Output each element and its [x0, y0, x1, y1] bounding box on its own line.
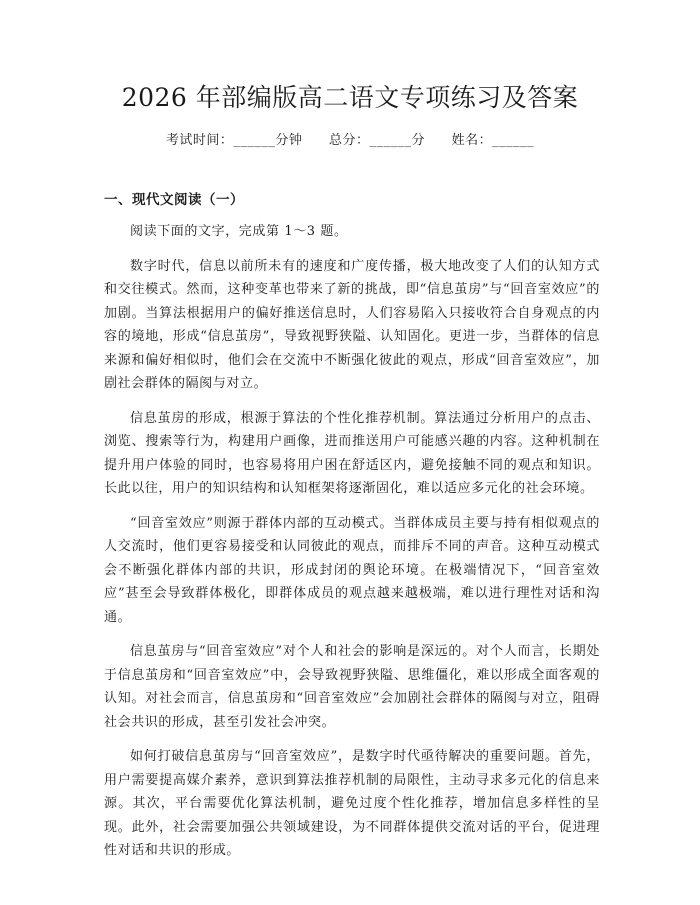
exam-time-label: 考试时间： — [165, 133, 234, 148]
exam-meta-line — [0, 131, 700, 151]
document-title: 2026 年部编版高二语文专项练习及答案 — [121, 83, 579, 112]
student-name-label: 姓名： — [451, 133, 493, 148]
exam-time-field — [166, 133, 303, 148]
total-score-label: 总分： — [328, 133, 370, 148]
passage-paragraph-3: “回音室效应”则源于群体内部的互动模式。当群体成员主要与持有相似观点的人交流时，他们更容易接受和认同彼此的观点，而排斥不同的声音。这种互动模式会不断强化群体内部的共识，形成封闭的舆论环境。在极端情况下，“回音室效应”甚至会导致群体极化，即群体成员的观点越来越极端，难以进行理性对话和沟通。 — [104, 515, 600, 625]
exam-time-unit: 分钟 — [275, 133, 303, 148]
total-score-field — [329, 133, 425, 148]
student-name-blank: ______ — [492, 133, 535, 148]
total-score-blank: ______ — [369, 133, 412, 148]
exam-time-blank: ______ — [233, 133, 276, 148]
passage-paragraph-2: 信息茧房的形成，根源于算法的个性化推荐机制。算法通过分析用户的点击、浏览、搜索等行为，构建用户画像，进而推送用户可能感兴趣的内容。这种机制在提升用户体验的同时，也容易将用户困在舒适区内，避免接触不同的观点和知识。长此以往，用户的知识结构和认知框架将逐渐固化，难以适应多元化的社会环境。 — [104, 410, 600, 496]
passage-paragraph-1: 数字时代，信息以前所未有的速度和广度传播，极大地改变了人们的认知方式和交往模式。然而，这种变革也带来了新的挑战，即“信息茧房”与“回音室效应”的加剧。当算法根据用户的偏好推送信息时，人们容易陷入只接收符合自身观点的内容的境地，形成“信息茧房”，导致视野狭隘、认知固化。更进一步，当群体的信息来源和偏好相似时，他们会在交流中不断强化彼此的观点，形成“回音室效应”，加剧社会群体的隔阂与对立。 — [104, 258, 600, 391]
reading-passage — [104, 220, 600, 874]
section-heading: 一、现代文阅读（一） — [104, 192, 244, 208]
student-name-field — [452, 133, 535, 148]
instruction-text: 阅读下面的文字，完成第 1～3 题。 — [130, 224, 348, 239]
passage-paragraph-4: 信息茧房与“回音室效应”对个人和社会的影响是深远的。对个人而言，长期处于信息茧房和“回音室效应”中，会导致视野狭隘、思维僵化，难以形成全面客观的认知。对社会而言，信息茧房和“回音室效应”会加剧社会群体的隔阂与对立，阻碍社会共识的形成，甚至引发社会冲突。 — [104, 644, 600, 730]
total-score-unit: 分 — [411, 133, 426, 148]
passage-paragraph-5: 如何打破信息茧房与“回音室效应”，是数字时代亟待解决的重要问题。首先，用户需要提高媒介素养，意识到算法推荐机制的局限性，主动寻求多元化的信息来源。其次，平台需要优化算法机制，避免过度个性化推荐，增加信息多样性的呈现。此外，社会需要加强公共领域建设，为不同群体提供交流对话的平台，促进理性对话和共识的形成。 — [104, 749, 600, 858]
